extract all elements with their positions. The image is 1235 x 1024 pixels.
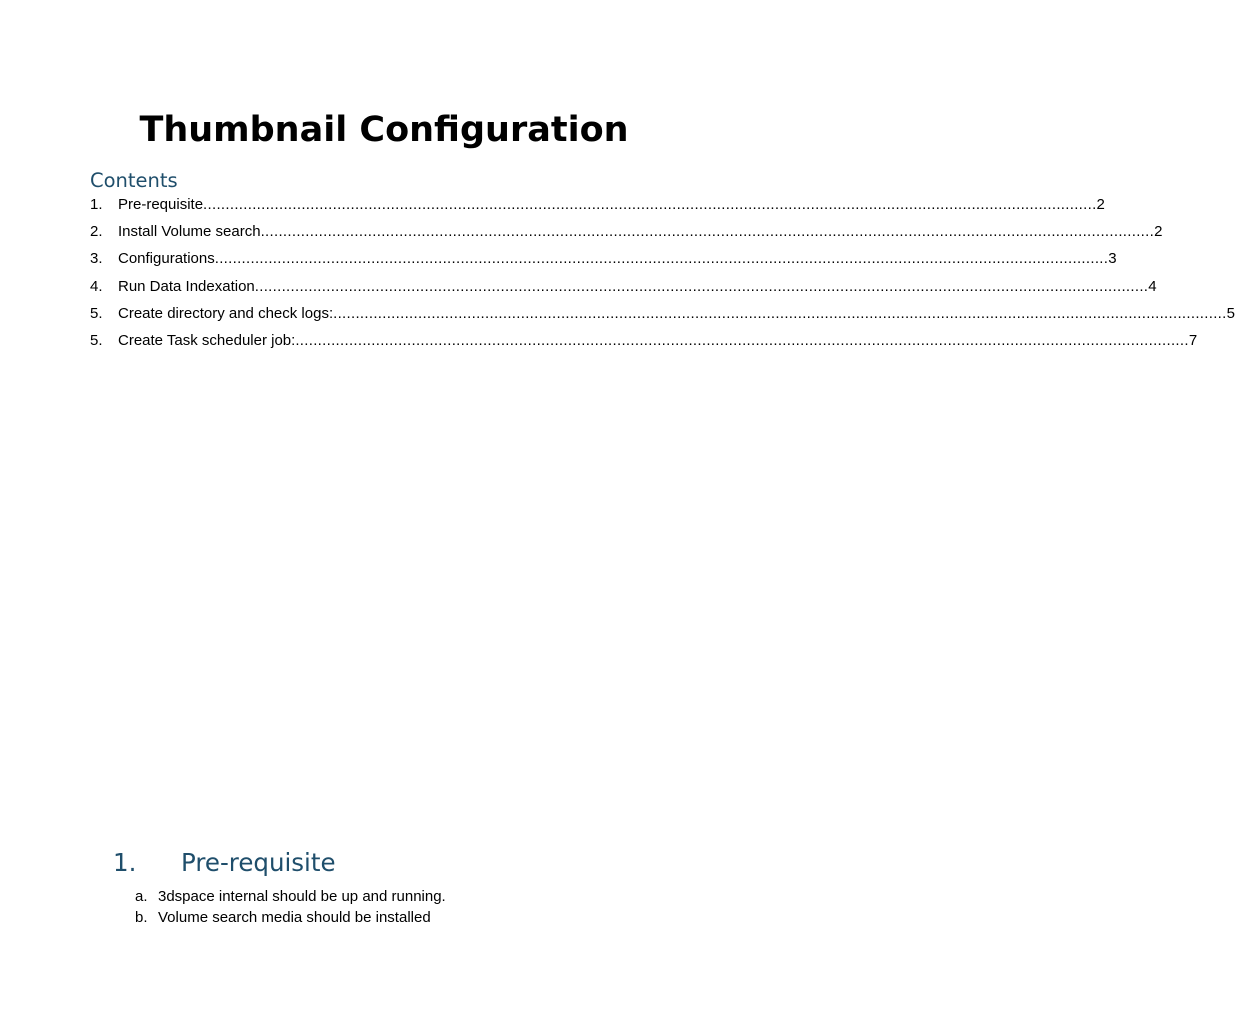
- document-title: Thumbnail Configuration: [139, 110, 629, 150]
- toc-heading: Contents: [90, 169, 178, 192]
- toc-entry-number: 1.: [90, 196, 103, 213]
- prerequisite-list: [135, 887, 446, 928]
- toc-dot-leader: ........................................................................................................................................................................................................: [254, 277, 1149, 295]
- toc-entry-number: 5.: [90, 331, 103, 349]
- toc-entry[interactable]: [90, 221, 1163, 248]
- toc-dot-leader: ........................................................................................................................................................................................................: [214, 250, 1109, 268]
- toc-dot-leader: ........................................................................................................................................................................................................: [333, 304, 1227, 322]
- toc-entry[interactable]: [90, 194, 1105, 221]
- list-item: [135, 887, 446, 908]
- toc-entry-page: 2: [1154, 223, 1163, 241]
- toc-entry-page: 2: [1096, 196, 1105, 213]
- toc-entry-label: Create directory and check logs:: [118, 304, 334, 322]
- toc-entry-label: Pre-requisite: [118, 196, 204, 213]
- toc-dot-leader: ........................................................................................................................................................................................................: [260, 223, 1155, 241]
- section-title: Pre-requisite: [181, 848, 336, 877]
- table-of-contents: [90, 194, 1235, 357]
- list-item-text: Volume search media should be installed: [158, 908, 431, 926]
- toc-entry-label: Create Task scheduler job:: [118, 331, 296, 349]
- toc-entry-page: 5: [1226, 304, 1235, 322]
- toc-entry-label: Configurations: [118, 250, 215, 268]
- toc-entry[interactable]: [90, 303, 1235, 330]
- toc-entry-number: 3.: [90, 250, 103, 268]
- toc-entry[interactable]: [90, 248, 1117, 275]
- toc-entry-label: Install Volume search: [118, 223, 261, 241]
- list-item-marker: b.: [135, 908, 148, 926]
- toc-dot-leader: ........................................................................................................................................................................................................: [295, 331, 1189, 349]
- section-number: 1.: [113, 848, 137, 877]
- list-item-marker: a.: [135, 888, 148, 905]
- toc-entry-page: 3: [1108, 250, 1117, 268]
- section-heading: [113, 848, 336, 878]
- toc-entry-number: 5.: [90, 304, 103, 322]
- toc-entry-page: 4: [1148, 277, 1157, 295]
- toc-entry-label: Run Data Indexation: [118, 277, 255, 295]
- toc-entry[interactable]: [90, 330, 1198, 357]
- toc-entry-number: 4.: [90, 277, 103, 295]
- toc-dot-leader: ........................................................................................................................................................................................................: [203, 196, 1097, 213]
- toc-entry-page: 7: [1188, 331, 1198, 349]
- toc-entry[interactable]: [90, 276, 1157, 303]
- toc-entry-number: 2.: [90, 223, 103, 241]
- list-item: [135, 908, 446, 929]
- list-item-text: 3dspace internal should be up and running.: [158, 888, 446, 905]
